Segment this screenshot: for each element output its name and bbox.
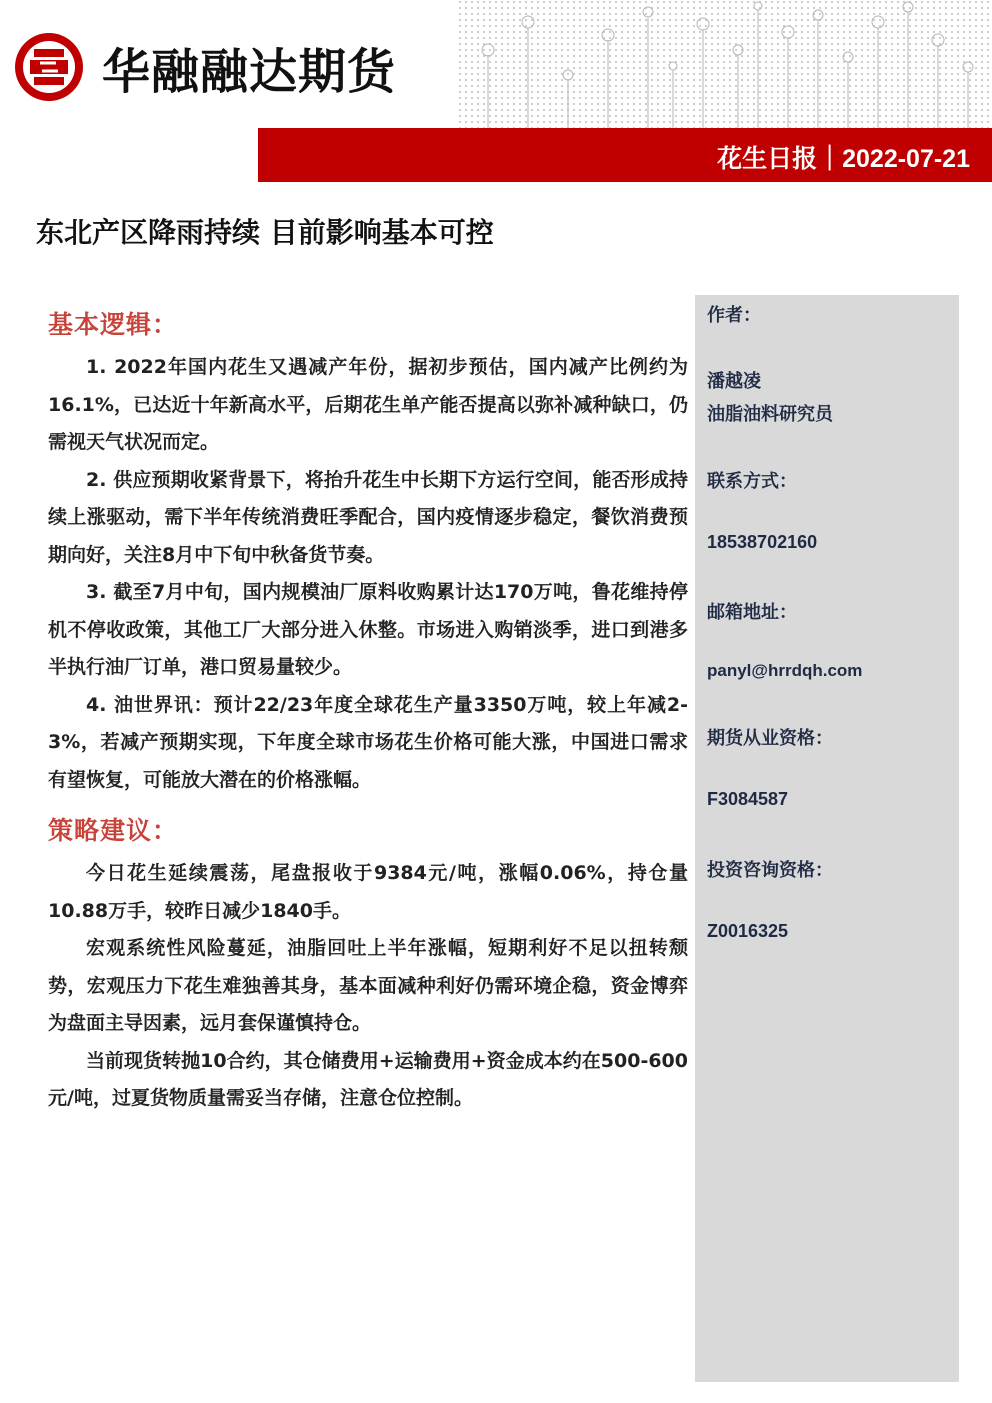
main-content <box>48 305 688 1118</box>
author-name: 潘越凌 <box>707 371 761 391</box>
author-label: 作者： <box>707 305 761 325</box>
futures-qualification-label: 期货从业资格： <box>707 728 833 748</box>
advisory-qualification-number: Z0016325 <box>707 921 789 941</box>
logo-emblem-icon <box>12 30 86 104</box>
banner-white-tab <box>0 128 258 182</box>
report-tag: 花生日报｜2022-07-21 <box>717 145 970 173</box>
company-logo <box>12 22 396 112</box>
email-address[interactable]: panyl@hrrdqh.com <box>707 661 863 680</box>
futures-qualification-number: F3084587 <box>707 789 789 809</box>
logic-paragraph: 2. 供应预期收紧背景下，将抬升花生中长期下方运行空间，能否形成持续上涨驱动，需下半年传统消费旺季配合，国内疫情逐步稳定，餐饮消费预期向好，关注8月中下旬中秋备货节奏。 <box>48 468 688 566</box>
header-banner <box>0 128 992 182</box>
strategy-paragraph: 今日花生延续震荡，尾盘报收于9384元/吨，涨幅0.06%，持仓量10.88万手，较昨日减少1840手。 <box>48 862 688 922</box>
company-name: 华融融达期货 <box>102 43 397 100</box>
author-sidebar <box>695 295 959 1382</box>
advisory-qualification-label: 投资咨询资格： <box>707 860 833 880</box>
author-title: 油脂油料研究员 <box>707 404 833 424</box>
contact-label: 联系方式： <box>707 471 797 491</box>
phone-number[interactable]: 18538702160 <box>707 532 818 552</box>
logic-paragraph: 1. 2022年国内花生又遇减产年份，据初步预估，国内减产比例约为16.1%，已达近十年新高水平，后期花生单产能否提高以弥补减种缺口，仍需视天气状况而定。 <box>48 356 688 453</box>
strategy-paragraph: 当前现货转抛10合约，其仓储费用+运输费用+资金成本约在500-600元/吨，过夏货物质量需妥当存储，注意仓位控制。 <box>48 1049 688 1109</box>
header-decoration <box>458 0 992 128</box>
logic-paragraph: 4. 油世界讯：预计22/23年度全球花生产量3350万吨，较上年减2-3%，若减产预期实现，下年度全球市场花生价格可能大涨，中国进口需求有望恢复，可能放大潜在的价格涨幅。 <box>48 693 688 791</box>
logic-paragraph: 3. 截至7月中旬，国内规模油厂原料收购累计达170万吨，鲁花维持停机不停收政策，其他工厂大部分进入休整。市场进入购销淡季，进口到港多半执行油厂订单，港口贸易量较少。 <box>48 581 688 678</box>
report-headline: 东北产区降雨持续 目前影响基本可控 <box>36 216 494 249</box>
logic-section-title: 基本逻辑： <box>48 310 179 339</box>
email-label: 邮箱地址： <box>707 602 797 622</box>
strategy-section-title: 策略建议： <box>48 816 179 845</box>
strategy-paragraph: 宏观系统性风险蔓延，油脂回吐上半年涨幅，短期利好不足以扭转颓势，宏观压力下花生难独善其身，基本面减种利好仍需环境企稳，资金博弈为盘面主导因素，远月套保谨慎持仓。 <box>48 937 688 1034</box>
